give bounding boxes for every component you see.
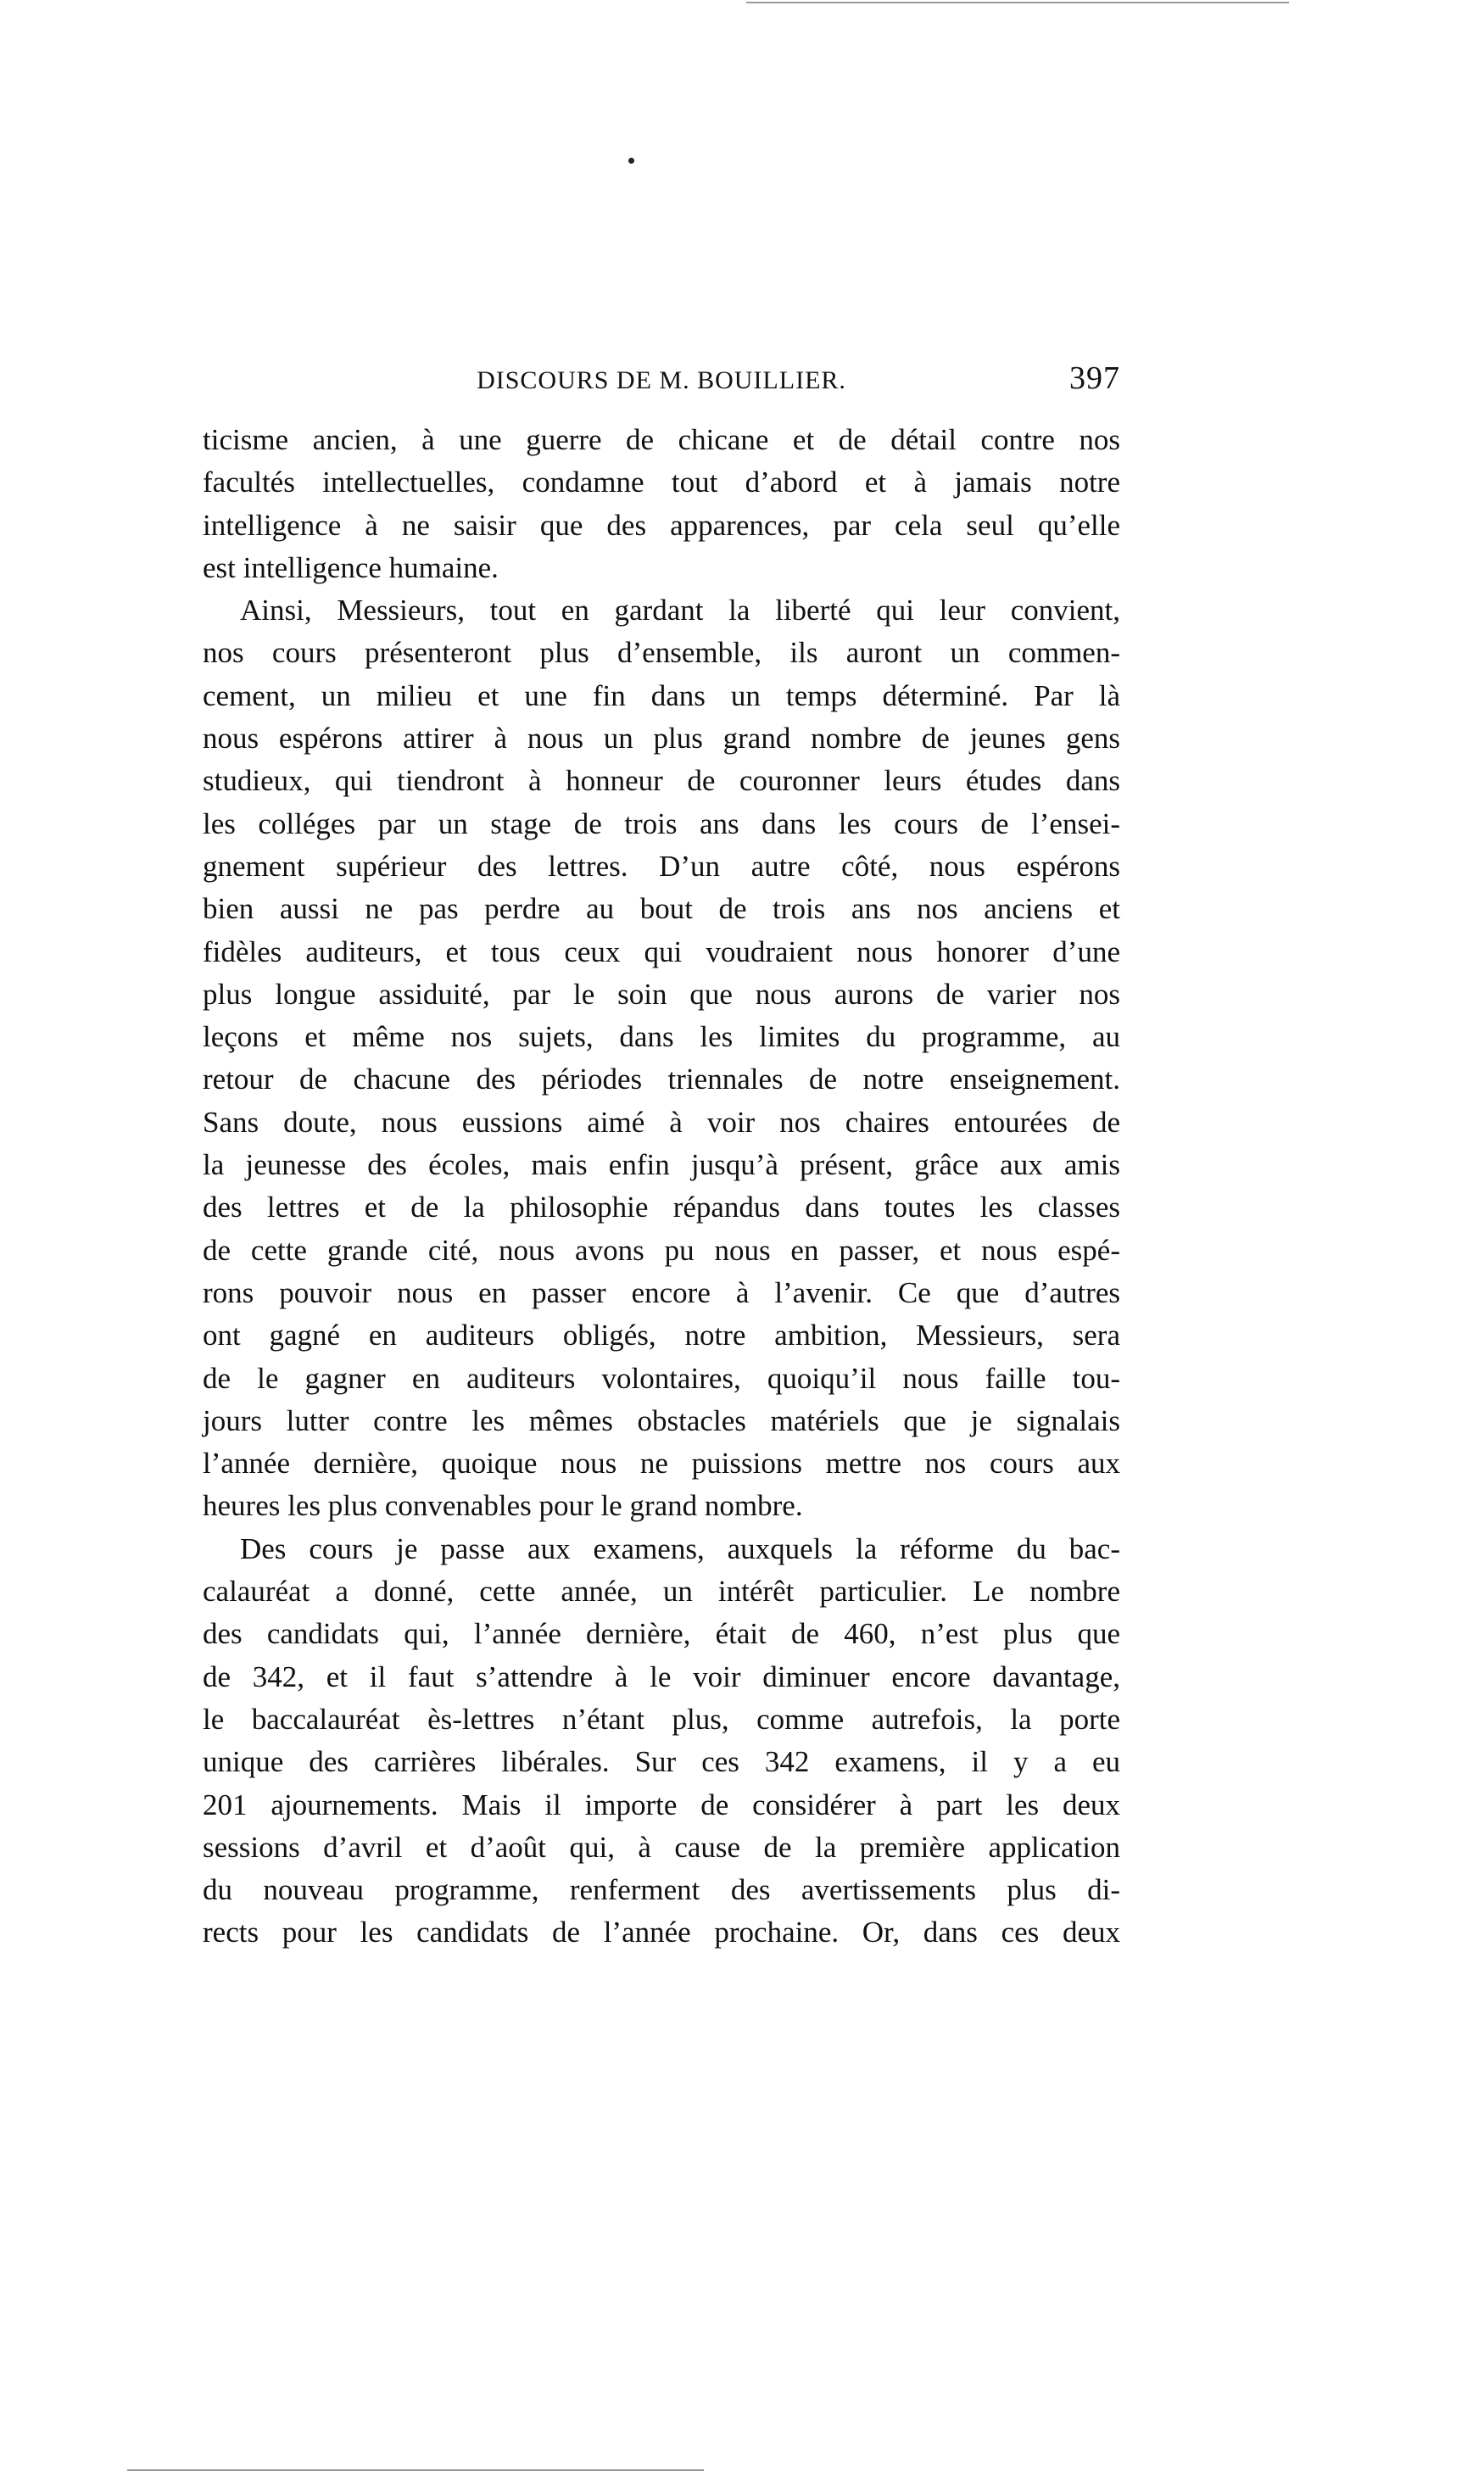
- text-line: le baccalauréat ès-lettres n’étant plus, comme autrefois, la porte: [203, 1702, 1120, 1736]
- text-line: plus longue assiduité, par le soin que nous aurons de varier nos: [203, 977, 1120, 1011]
- text-line: facultés intellectuelles, condamne tout d’abord et à jamais notre: [203, 466, 1120, 499]
- text-line: studieux, qui tiendront à honneur de couronner leurs études dans: [203, 764, 1120, 798]
- paragraph: [203, 1528, 1120, 1955]
- text-line: unique des carrières libérales. Sur ces 342 examens, il y a eu: [203, 1745, 1120, 1779]
- scan-edge-bottom: [127, 2469, 704, 2471]
- body-text: [203, 419, 1120, 1955]
- page-number: 397: [1069, 360, 1120, 396]
- text-line: bien aussi ne pas perdre au bout de trois ans nos anciens et: [203, 892, 1120, 926]
- scan-speck: [628, 158, 634, 164]
- text-line: retour de chacune des périodes triennales de notre enseignement.: [203, 1063, 1120, 1096]
- text-line: de le gagner en auditeurs volontaires, quoiqu’il nous faille tou-: [203, 1361, 1120, 1395]
- text-line: intelligence à ne saisir que des apparences, par cela seul qu’elle: [203, 508, 1120, 542]
- text-line: nos cours présenteront plus d’ensemble, ils auront un commen-: [203, 636, 1120, 670]
- text-line: heures les plus convenables pour le grand nombre.: [203, 1489, 803, 1523]
- paragraph: [203, 419, 1120, 589]
- text-line: ont gagné en auditeurs obligés, notre ambition, Messieurs, sera: [203, 1319, 1120, 1353]
- scan-edge-top: [746, 2, 1289, 3]
- text-line: ticisme ancien, à une guerre de chicane et de détail contre nos: [203, 423, 1120, 456]
- text-line: calauréat a donné, cette année, un intérêt particulier. Le nombre: [203, 1575, 1120, 1609]
- text-line: la jeunesse des écoles, mais enfin jusqu’à présent, grâce aux amis: [203, 1148, 1120, 1182]
- text-line: rects pour les candidats de l’année prochaine. Or, dans ces deux: [203, 1916, 1120, 1949]
- text-line: jours lutter contre les mêmes obstacles matériels que je signalais: [203, 1403, 1120, 1437]
- text-line: Sans doute, nous eussions aimé à voir nos chaires entourées de: [203, 1105, 1120, 1139]
- text-line: des candidats qui, l’année dernière, était de 460, n’est plus que: [203, 1617, 1120, 1651]
- text-line: de cette grande cité, nous avons pu nous en passer, et nous espé-: [203, 1233, 1120, 1267]
- text-line: de 342, et il faut s’attendre à le voir diminuer encore davantage,: [203, 1659, 1120, 1693]
- text-line: rons pouvoir nous en passer encore à l’avenir. Ce que d’autres: [203, 1275, 1120, 1309]
- page-header: [203, 360, 1120, 402]
- text-line: Ainsi, Messieurs, tout en gardant la liberté qui leur convient,: [240, 594, 1120, 627]
- text-line: l’année dernière, quoique nous ne puissions mettre nos cours aux: [203, 1447, 1120, 1481]
- paragraph: [203, 589, 1120, 1528]
- text-line: des lettres et de la philosophie répandus dans toutes les classes: [203, 1191, 1120, 1224]
- text-line: 201 ajournements. Mais il importe de considérer à part les deux: [203, 1788, 1120, 1821]
- text-line: gnement supérieur des lettres. D’un autre côté, nous espérons: [203, 849, 1120, 883]
- text-line: est intelligence humaine.: [203, 550, 499, 584]
- text-line: leçons et même nos sujets, dans les limites du programme, au: [203, 1020, 1120, 1054]
- text-line: Des cours je passe aux examens, auxquels la réforme du bac-: [240, 1531, 1120, 1565]
- text-line: du nouveau programme, renferment des avertissements plus di-: [203, 1873, 1120, 1907]
- text-line: nous espérons attirer à nous un plus grand nombre de jeunes gens: [203, 722, 1120, 756]
- text-line: cement, un milieu et une fin dans un temps déterminé. Par là: [203, 678, 1120, 712]
- text-line: sessions d’avril et d’août qui, à cause de la première application: [203, 1830, 1120, 1864]
- text-line: les colléges par un stage de trois ans dans les cours de l’ensei-: [203, 806, 1120, 840]
- text-line: fidèles auditeurs, et tous ceux qui voudraient nous honorer d’une: [203, 934, 1120, 968]
- running-title: DISCOURS DE M. BOUILLIER.: [477, 366, 846, 394]
